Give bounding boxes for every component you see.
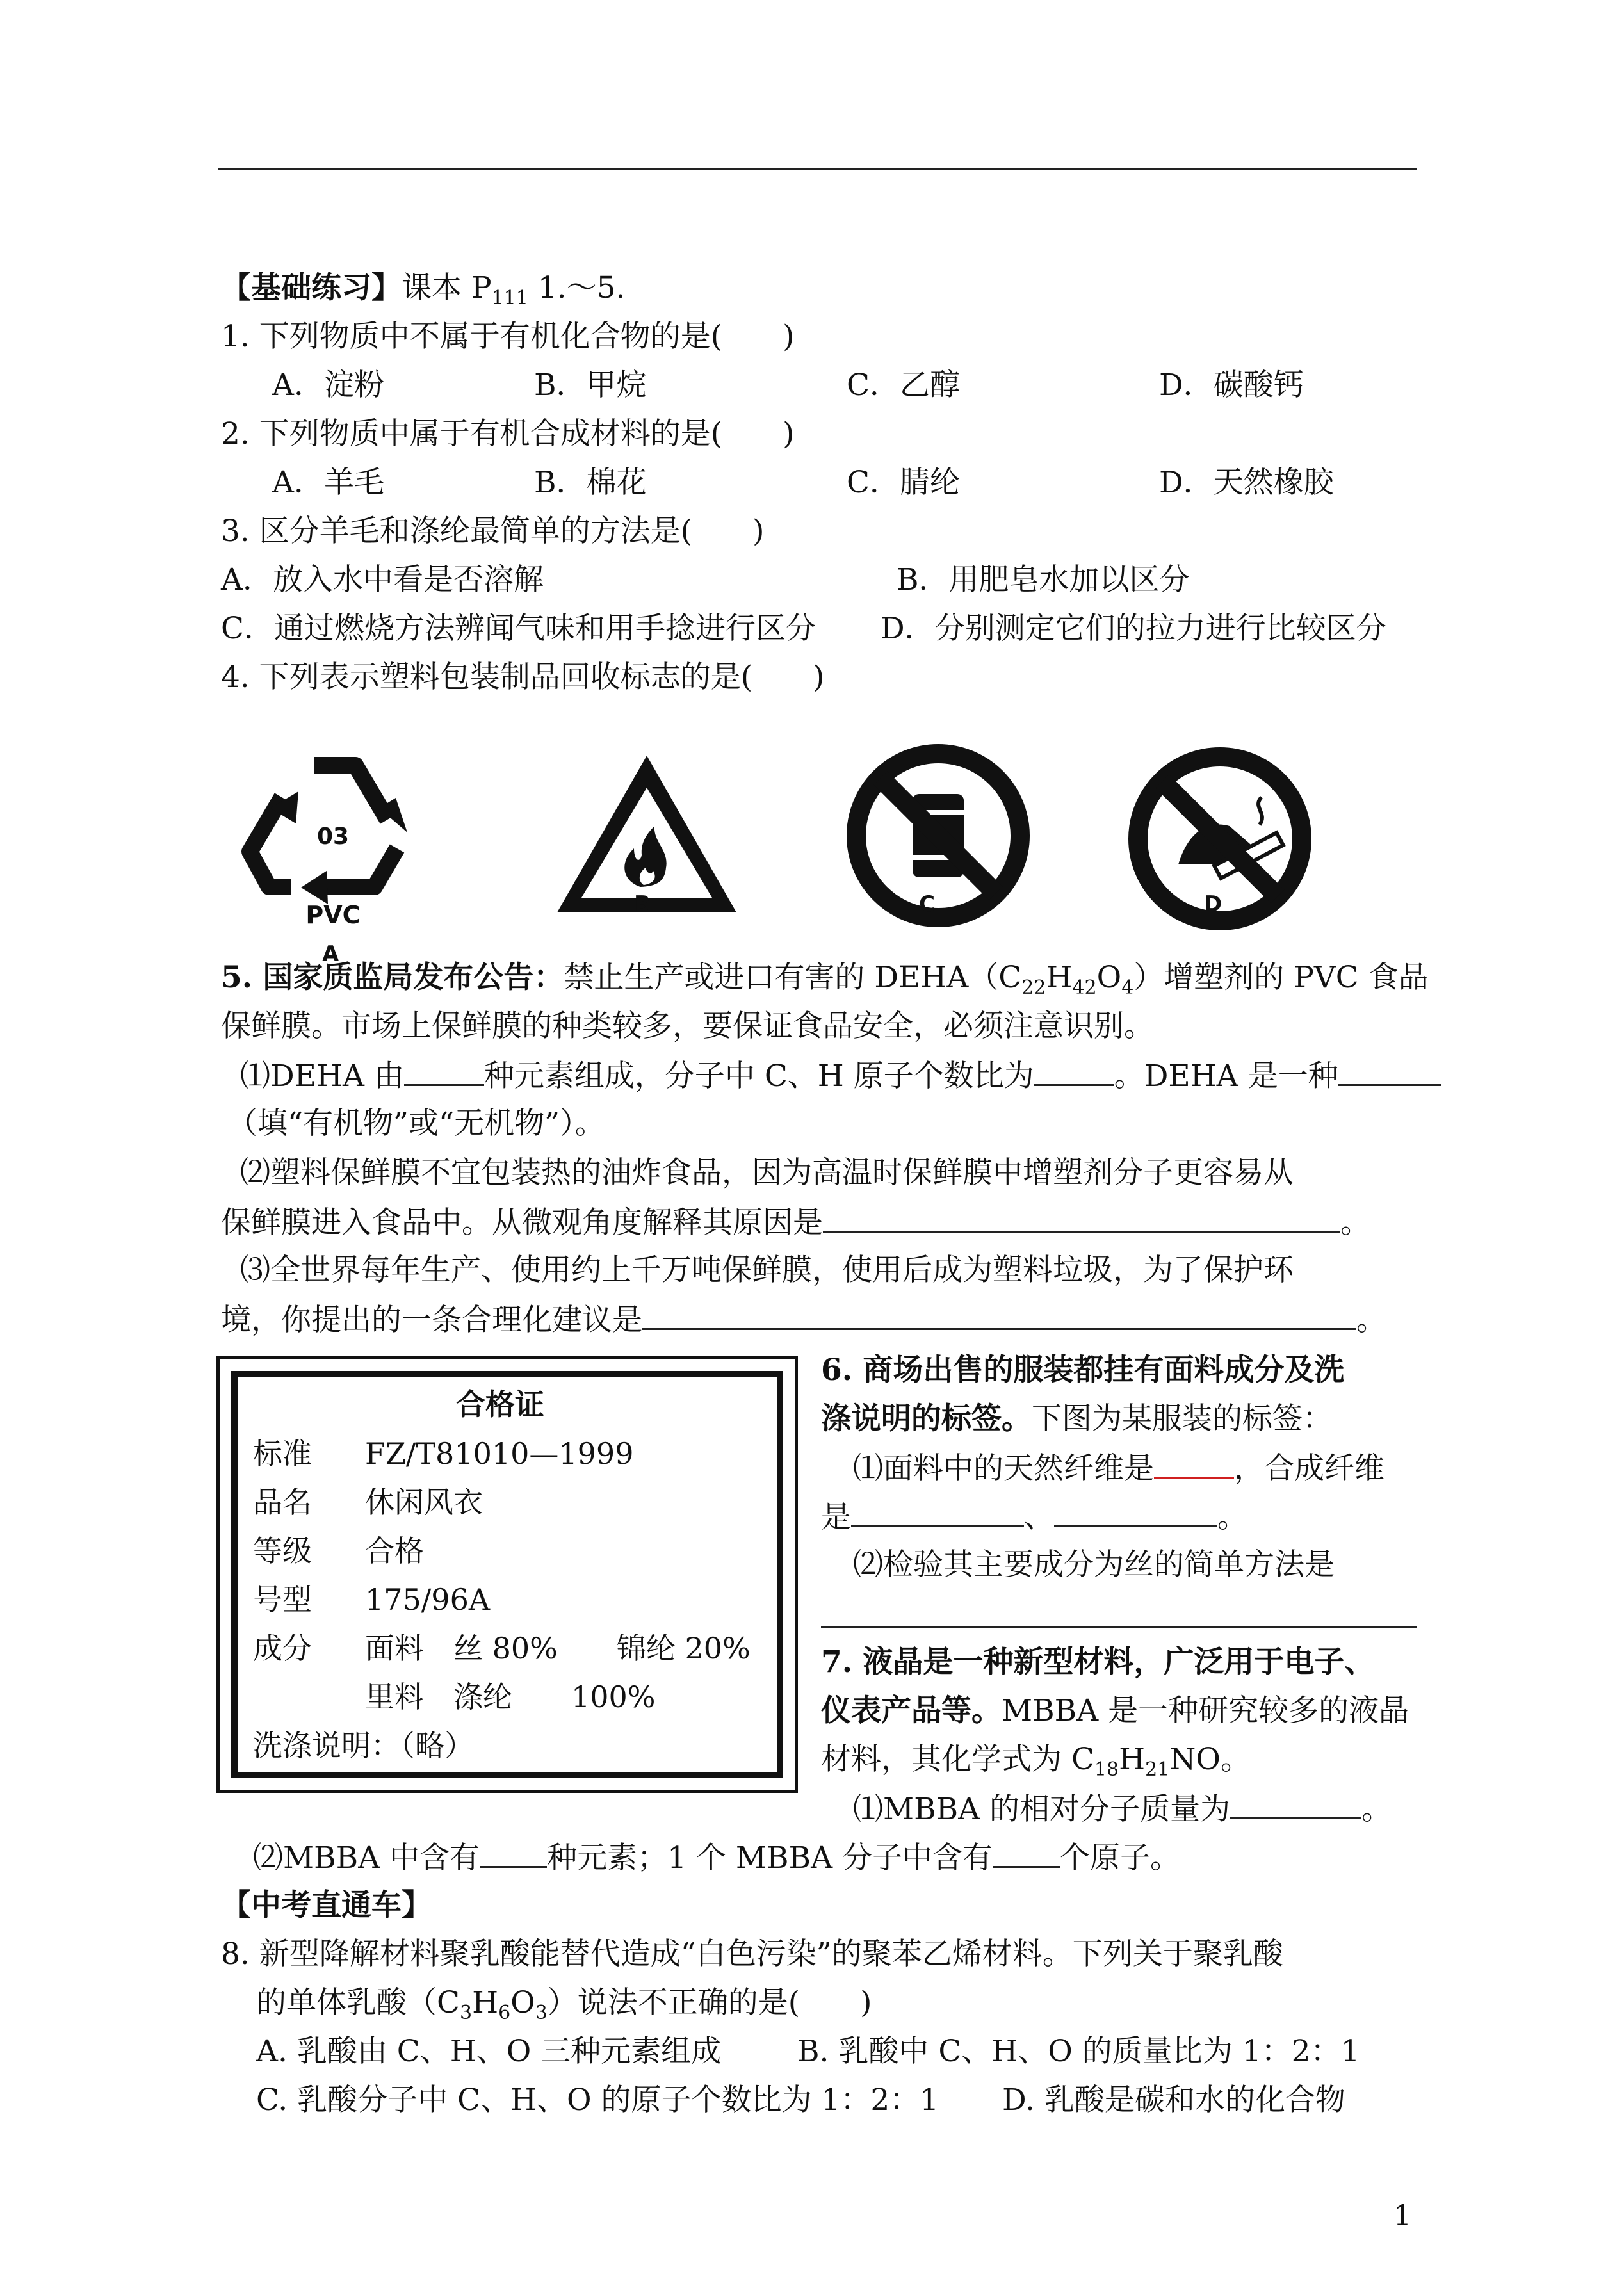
q1-option-c: C．乙醇 [847,368,960,403]
q7-line-3: 材料，其化学式为 $C_{18}H_{21}NO$。 [821,1742,1251,1781]
q3-stem: 3. 区分羊毛和涤纶最简单的方法是( ) [221,514,765,549]
prohibition-barrel-icon [836,736,1041,941]
q1-stem: 1. 下列物质中不属于有机化合物的是( ) [221,319,795,354]
q2-option-c: C．腈纶 [847,465,960,500]
header-rule [218,168,1417,170]
q3-option-a: A．放入水中看是否溶解 [221,562,544,597]
answer-blank[interactable] [1034,1056,1114,1086]
sign-label-a: A [322,941,339,967]
q5-part-2: ⑵塑料保鲜膜不宜包装热的油炸食品，因为高温时保鲜膜中增塑剂分子更容易从 [240,1155,1294,1190]
recycling-code: 03 [316,823,350,850]
cert-value-lining: 里料 涤纶 100% [365,1680,656,1714]
cert-key-composition: 成分 [253,1631,312,1666]
q5-line-1: 5. 国家质监局发布公告：禁止生产或进口有害的 $DEHA(C_{22}H_{42}O_4)$增塑剂的 PVC 食品 [221,960,1429,999]
cert-value-grade: 合格 [365,1534,424,1568]
sign-label-c: C [919,891,935,917]
answer-blank[interactable] [993,1838,1060,1868]
answer-blank[interactable] [821,1598,1417,1628]
q5-part-2-cont: 保鲜膜进入食品中。从微观角度解释其原因是 。 [221,1203,1370,1242]
q2-stem: 2. 下列物质中属于有机合成材料的是( ) [221,416,795,451]
sign-label-b: B [634,891,651,917]
q8-option-b: B. 乳酸中 C、H、O 的质量比为 1：2：1 [797,2034,1360,2069]
answer-blank[interactable] [642,1300,1356,1330]
q7-line-1: 7. 液晶是一种新型材料，广泛用于电子、 [821,1644,1375,1680]
q7-line-2: 仪表产品等。MBBA 是一种研究较多的液晶 [821,1693,1409,1728]
cert-title: 合格证 [456,1387,544,1422]
cert-key-standard: 标准 [253,1436,312,1471]
cert-key-grade: 等级 [253,1534,312,1568]
q3-option-d: D．分别测定它们的拉力进行比较区分 [881,611,1386,646]
q2-option-d: D．天然橡胶 [1159,465,1334,500]
answer-blank[interactable] [1154,1448,1234,1479]
q5-part-1: ⑴DEHA 由 种元素组成，分子中 C、H 原子个数比为 。DEHA 是一种 [240,1056,1441,1096]
cert-value-fabric: 面料 丝 80% 锦纶 20% [365,1631,751,1666]
q8-option-d: D. 乳酸是碳和水的化合物 [1002,2082,1345,2118]
cert-key-name: 品名 [253,1485,312,1520]
answer-blank[interactable] [1230,1789,1361,1819]
section-exam-prep: 【中考直通车】 [221,1888,432,1923]
q8-option-a: A. 乳酸由 C、H、O 三种元素组成 [256,2034,722,2069]
q5-line-2: 保鲜膜。市场上保鲜膜的种类较多，要保证食品安全，必须注意识别。 [221,1009,1154,1044]
q6-line-1: 6. 商场出售的服装都挂有面料成分及洗 [821,1352,1345,1388]
answer-blank[interactable] [823,1203,1340,1233]
q3-option-b: B．用肥皂水加以区分 [897,562,1190,597]
cert-wash-note: 洗涤说明：（略） [253,1728,474,1763]
q4-stem: 4. 下列表示塑料包装制品回收标志的是( ) [221,660,825,695]
q6-part-2: ⑵检验其主要成分为丝的简单方法是 [853,1547,1335,1582]
answer-blank[interactable] [851,1497,1024,1527]
q1-option-a: A．淀粉 [272,368,384,403]
cert-key-size: 号型 [253,1582,312,1617]
recycling-material: PVC [305,901,361,929]
q1-option-d: D．碳酸钙 [1159,368,1304,403]
answer-blank[interactable] [1054,1497,1217,1527]
recycling-symbol-icon [231,736,435,941]
q8-option-c: C. 乳酸分子中 C、H、O 的原子个数比为 1：2：1 [256,2082,939,2118]
q5-part-3-cont: 境，你提出的一条合理化建议是 。 [221,1300,1386,1340]
answer-blank[interactable] [1338,1056,1441,1086]
sign-label-d: D [1204,891,1222,917]
q3-option-c: C．通过燃烧方法辨闻气味和用手捻进行区分 [221,611,816,646]
cert-value-name: 休闲风衣 [365,1485,483,1520]
answer-blank[interactable] [404,1056,484,1086]
q1-option-b: B．甲烷 [534,368,647,403]
q6-part-1-cont: 是 、 。 [821,1497,1247,1537]
q8-line-1: 8. 新型降解材料聚乳酸能替代造成“白色污染”的聚苯乙烯材料。下列关于聚乳酸 [221,1936,1283,1972]
q8-line-2: 的单体乳酸$(C_3H_6O_3)$说法不正确的是( ) [256,1985,872,2024]
section-basic-practice: 【基础练习】课本 $P_{111}$ 1.～5. [221,270,626,309]
q7-part-2: ⑵MBBA 中含有 种元素；1 个 MBBA 分子中含有 个原子。 [253,1838,1180,1877]
cert-value-size: 175/96A [365,1582,491,1617]
cert-value-standard: FZ/T81010—1999 [365,1436,634,1471]
page-number: 1 [1393,2200,1411,2232]
q6-part-1: ⑴面料中的天然纤维是 ，合成纤维 [853,1448,1384,1488]
q5-part-1-note: （填“有机物”或“无机物”）。 [227,1106,605,1141]
q7-part-1: ⑴MBBA 的相对分子质量为 。 [853,1789,1392,1829]
q2-option-b: B．棉花 [534,465,647,500]
q2-option-a: A．羊毛 [272,465,384,500]
q5-part-3: ⑶全世界每年生产、使用约上千万吨保鲜膜，使用后成为塑料垃圾，为了保护环 [240,1253,1294,1288]
answer-blank[interactable] [480,1838,547,1868]
q6-line-2: 涤说明的标签。下图为某服装的标签： [821,1401,1333,1436]
